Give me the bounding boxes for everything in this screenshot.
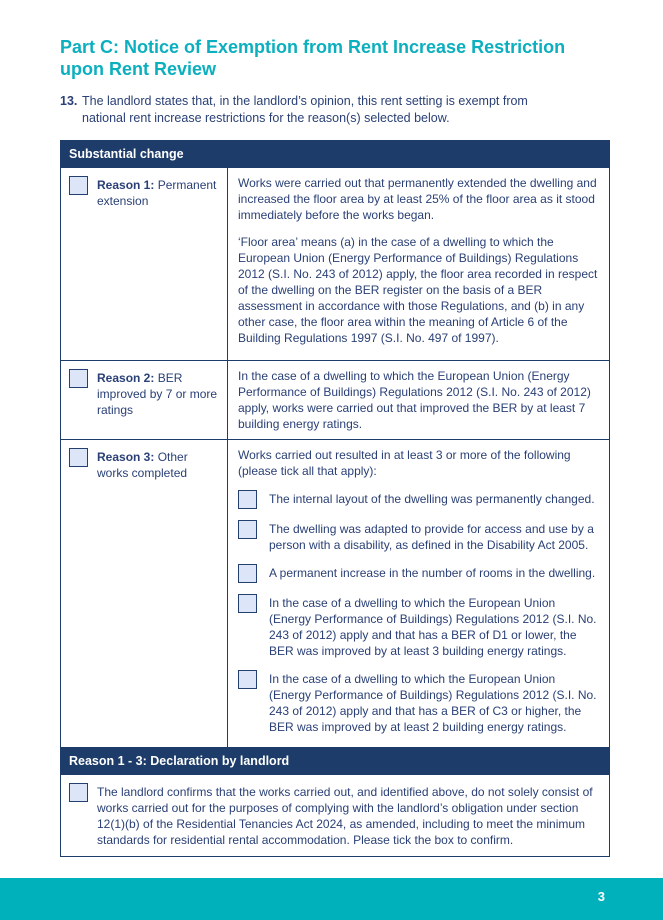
reason-1-checkbox[interactable] <box>69 176 88 195</box>
reason-3-label-rest: Other works completed <box>97 450 188 480</box>
reason-3-label-bold: Reason 3: <box>97 450 155 464</box>
reason-2-paragraph-1: In the case of a dwelling to which the European Union (Energy Performance of Buildings) Regulations 2012 (S.I. No. 243 of 2012) apply, works were carried out that improved the BER by at least 7 building energy ratings. <box>238 369 591 431</box>
reason-3-sub-item-5 <box>238 670 599 735</box>
page-title <box>60 36 610 80</box>
reason-2-label-cell <box>61 361 228 439</box>
declaration-text: The landlord confirms that the works carried out, and identified above, do not solely consist of works carried out for the purposes of complying with the landlord’s obligation under section 12(1)(b) of the Residential Tenancies Act 2024, as amended, including to meet the minimum standards for residential rental accommodation. Please tick the box to confirm. <box>97 785 593 847</box>
reason-3-intro: Works carried out resulted in at least 3 or more of the following (please tick all that apply): <box>238 448 571 478</box>
table-row-reason-3 <box>61 440 609 748</box>
reason-3-checkbox[interactable] <box>69 448 88 467</box>
reason-2-description-cell <box>228 361 609 439</box>
reason-3-sub-text-2: The dwelling was adapted to provide for access and use by a person with a disability, as defined in the Disability Act 2005. <box>269 522 594 552</box>
reason-3-sub-text-4: In the case of a dwelling to which the European Union (Energy Performance of Buildings) Regulations 2012 (S.I. No. 243 of 2012) apply and that has a BER of D1 or lower, the BER was improved by at least 3 building energy ratings. <box>269 596 597 658</box>
item-13-text: The landlord states that, in the landlord’s opinion, this rent setting is exempt from national rent increase restrictions for the reason(s) selected below. <box>82 94 528 125</box>
reason-3-sub-text-5: In the case of a dwelling to which the European Union (Energy Performance of Buildings) Regulations 2012 (S.I. No. 243 of 2012) apply and that has a BER of C3 or higher, the BER was improved by at least 2 building energy ratings. <box>269 672 597 734</box>
reason-3-sub-checkbox-2[interactable] <box>238 520 257 539</box>
reason-1-label-rest: Permanent extension <box>97 178 217 208</box>
reason-3-sub-item-2 <box>238 520 599 553</box>
item-13-number: 13. <box>60 94 78 108</box>
page-number: 3 <box>597 889 605 904</box>
table-row-reason-2 <box>61 361 609 440</box>
table-row-reason-1 <box>61 168 609 361</box>
reason-3-sub-checkbox-4[interactable] <box>238 594 257 613</box>
section-header-substantial-change: Substantial change <box>61 141 609 168</box>
reason-3-description-cell <box>228 440 609 747</box>
page-title-line1: Part C: Notice of Exemption from Rent Increase Restriction <box>60 37 566 57</box>
reason-1-paragraph-2: ‘Floor area’ means (a) in the case of a dwelling to which the European Union (Energy Performance of Buildings) Regulations 2012 (S.I. No. 243 of 2012) apply, the floor area recorded in respect of the dwelling on the BER register on the basis of a BER assessment in accordance with those Regulations, and (b) in any other case, the floor area within the meaning of Article 6 of the Building Regulations 1997 (S.I. No. 497 of 1997). <box>238 235 598 345</box>
reason-1-paragraph-1: Works were carried out that permanently extended the dwelling and increased the floor area by at least 25% of the floor area as it stood immediately before the works began. <box>238 176 597 222</box>
reason-3-sub-item-1 <box>238 490 599 509</box>
reason-3-sub-item-3 <box>238 564 599 583</box>
footer-bar <box>0 878 663 920</box>
reason-3-sub-checkbox-3[interactable] <box>238 564 257 583</box>
item-13 <box>60 93 610 127</box>
reason-3-label-cell <box>61 440 228 747</box>
section-header-declaration: Reason 1 - 3: Declaration by landlord <box>61 748 609 775</box>
reason-2-checkbox[interactable] <box>69 369 88 388</box>
declaration-checkbox[interactable] <box>69 783 88 802</box>
reason-3-sub-checkbox-1[interactable] <box>238 490 257 509</box>
page-title-line2: upon Rent Review <box>60 59 217 79</box>
reason-2-label-rest: BER improved by 7 or more ratings <box>97 371 218 417</box>
reason-2-label <box>97 369 221 418</box>
declaration-row <box>61 775 609 856</box>
reason-3-label <box>97 448 221 481</box>
reason-3-sub-checkbox-5[interactable] <box>238 670 257 689</box>
reason-3-sub-text-3: A permanent increase in the number of rooms in the dwelling. <box>269 566 596 580</box>
reason-1-label-bold: Reason 1: <box>97 178 155 192</box>
form-table <box>60 140 610 857</box>
reason-1-description-cell <box>228 168 609 360</box>
reason-1-label-cell <box>61 168 228 360</box>
reason-1-label <box>97 176 221 209</box>
reason-2-label-bold: Reason 2: <box>97 371 155 385</box>
reason-3-sub-text-1: The internal layout of the dwelling was permanently changed. <box>269 492 595 506</box>
reason-3-sub-item-4 <box>238 594 599 659</box>
